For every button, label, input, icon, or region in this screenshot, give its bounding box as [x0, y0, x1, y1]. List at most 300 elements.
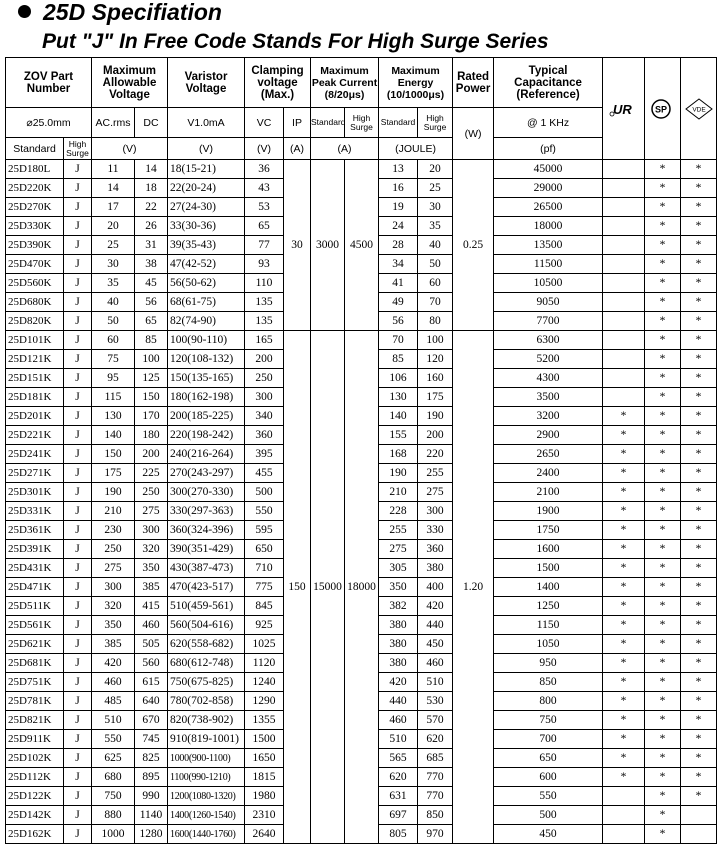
part-number: 25D471K: [6, 578, 64, 597]
ur-approval: [603, 198, 645, 217]
ur-approval: *: [603, 654, 645, 673]
varistor-value: 39(35-43): [168, 236, 245, 255]
header-ip-unit: (A): [284, 138, 311, 160]
varistor-value: 33(30-36): [168, 217, 245, 236]
high-surge-code: J: [64, 179, 92, 198]
vde-approval: *: [681, 768, 717, 787]
csa-approval: *: [645, 597, 681, 616]
ac-rms-value: 11: [92, 160, 135, 179]
energy-standard-value: 228: [379, 502, 418, 521]
part-number: 25D511K: [6, 597, 64, 616]
ur-approval: [603, 236, 645, 255]
varistor-value: 220(198-242): [168, 426, 245, 445]
vde-approval: *: [681, 540, 717, 559]
ur-approval: *: [603, 768, 645, 787]
energy-high-value: 275: [418, 483, 453, 502]
energy-standard-value: 70: [379, 331, 418, 350]
energy-standard-value: 106: [379, 369, 418, 388]
vde-approval: *: [681, 407, 717, 426]
energy-standard-value: 510: [379, 730, 418, 749]
capacitance-value: 1050: [494, 635, 603, 654]
part-number: 25D821K: [6, 711, 64, 730]
dc-value: 85: [135, 331, 168, 350]
varistor-value: 360(324-396): [168, 521, 245, 540]
vc-value: 360: [245, 426, 284, 445]
capacitance-value: 7700: [494, 312, 603, 331]
capacitance-value: 550: [494, 787, 603, 806]
energy-high-value: 510: [418, 673, 453, 692]
capacitance-value: 1500: [494, 559, 603, 578]
varistor-value: 390(351-429): [168, 540, 245, 559]
part-number: 25D151K: [6, 369, 64, 388]
energy-standard-value: 805: [379, 825, 418, 844]
capacitance-value: 800: [494, 692, 603, 711]
vc-value: 135: [245, 312, 284, 331]
vc-value: 43: [245, 179, 284, 198]
varistor-value: 47(42-52): [168, 255, 245, 274]
varistor-value: 750(675-825): [168, 673, 245, 692]
vde-approval: *: [681, 274, 717, 293]
high-surge-code: J: [64, 749, 92, 768]
part-number: 25D470K: [6, 255, 64, 274]
varistor-value: 56(50-62): [168, 274, 245, 293]
capacitance-value: 45000: [494, 160, 603, 179]
high-surge-code: J: [64, 597, 92, 616]
ac-rms-value: 550: [92, 730, 135, 749]
ur-approval: [603, 274, 645, 293]
vde-approval: *: [681, 350, 717, 369]
vde-mark-text: VDE: [691, 106, 706, 113]
ac-rms-value: 150: [92, 445, 135, 464]
csa-approval: *: [645, 217, 681, 236]
high-surge-code: J: [64, 198, 92, 217]
ur-approval: *: [603, 730, 645, 749]
energy-standard-value: 255: [379, 521, 418, 540]
csa-approval: *: [645, 768, 681, 787]
high-surge-code: J: [64, 255, 92, 274]
vde-approval: *: [681, 749, 717, 768]
high-surge-code: J: [64, 540, 92, 559]
header-peak-standard: Standard: [311, 108, 345, 138]
part-number: 25D142K: [6, 806, 64, 825]
dc-value: 31: [135, 236, 168, 255]
header-energy-high: High Surge: [418, 108, 453, 138]
vc-value: 36: [245, 160, 284, 179]
part-number: 25D271K: [6, 464, 64, 483]
vc-value: 65: [245, 217, 284, 236]
varistor-value: 820(738-902): [168, 711, 245, 730]
ur-approval: *: [603, 540, 645, 559]
high-surge-code: J: [64, 768, 92, 787]
energy-high-value: 850: [418, 806, 453, 825]
vc-value: 500: [245, 483, 284, 502]
energy-high-value: 450: [418, 635, 453, 654]
header-vc: VC: [245, 108, 284, 138]
energy-high-value: 400: [418, 578, 453, 597]
ur-approval: *: [603, 616, 645, 635]
varistor-value: 68(61-75): [168, 293, 245, 312]
header-varistor: Varistor Voltage: [168, 58, 245, 108]
part-number: 25D751K: [6, 673, 64, 692]
vc-value: 1500: [245, 730, 284, 749]
energy-standard-value: 380: [379, 616, 418, 635]
varistor-value: 120(108-132): [168, 350, 245, 369]
energy-high-value: 360: [418, 540, 453, 559]
csa-approval: *: [645, 635, 681, 654]
ac-rms-value: 115: [92, 388, 135, 407]
capacitance-value: 750: [494, 711, 603, 730]
vde-approval: *: [681, 236, 717, 255]
vde-approval: *: [681, 521, 717, 540]
ur-approval: *: [603, 464, 645, 483]
vde-approval: *: [681, 160, 717, 179]
ac-rms-value: 485: [92, 692, 135, 711]
part-number: 25D220K: [6, 179, 64, 198]
capacitance-value: 5200: [494, 350, 603, 369]
dc-value: 1140: [135, 806, 168, 825]
header-energy-unit: (JOULE): [379, 138, 453, 160]
part-number: 25D680K: [6, 293, 64, 312]
ur-approval: [603, 388, 645, 407]
csa-approval: *: [645, 312, 681, 331]
header-ur: [603, 58, 645, 160]
energy-high-value: 40: [418, 236, 453, 255]
dc-value: 14: [135, 160, 168, 179]
dc-value: 385: [135, 578, 168, 597]
energy-standard-value: 41: [379, 274, 418, 293]
ac-rms-value: 75: [92, 350, 135, 369]
ac-rms-value: 625: [92, 749, 135, 768]
ac-rms-value: 30: [92, 255, 135, 274]
table-header: [6, 58, 717, 160]
capacitance-value: 29000: [494, 179, 603, 198]
csa-approval: *: [645, 369, 681, 388]
header-ip: IP: [284, 108, 311, 138]
high-surge-code: J: [64, 654, 92, 673]
capacitance-value: 450: [494, 825, 603, 844]
capacitance-value: 13500: [494, 236, 603, 255]
dc-value: 505: [135, 635, 168, 654]
capacitance-value: 26500: [494, 198, 603, 217]
vde-approval: *: [681, 559, 717, 578]
energy-standard-value: 13: [379, 160, 418, 179]
ur-approval: *: [603, 711, 645, 730]
csa-approval: *: [645, 616, 681, 635]
csa-approval: *: [645, 293, 681, 312]
table-row: [6, 160, 717, 179]
energy-standard-value: 24: [379, 217, 418, 236]
page-title: [18, 0, 222, 26]
part-number: 25D162K: [6, 825, 64, 844]
energy-standard-value: 130: [379, 388, 418, 407]
csa-approval: *: [645, 426, 681, 445]
vde-approval: *: [681, 483, 717, 502]
energy-standard-value: 168: [379, 445, 418, 464]
ur-approval: [603, 350, 645, 369]
rated-power-value: 0.25: [453, 160, 494, 331]
table-row: [6, 331, 717, 350]
high-surge-code: J: [64, 160, 92, 179]
csa-approval: *: [645, 255, 681, 274]
energy-high-value: 770: [418, 768, 453, 787]
part-number: 25D112K: [6, 768, 64, 787]
capacitance-value: 600: [494, 768, 603, 787]
ur-approval: [603, 179, 645, 198]
energy-high-value: 20: [418, 160, 453, 179]
vde-approval: *: [681, 255, 717, 274]
ac-rms-value: 420: [92, 654, 135, 673]
csa-approval: *: [645, 331, 681, 350]
ac-rms-value: 95: [92, 369, 135, 388]
varistor-value: 330(297-363): [168, 502, 245, 521]
header-varistor-unit: (V): [168, 138, 245, 160]
capacitance-value: 3500: [494, 388, 603, 407]
ur-approval: [603, 293, 645, 312]
energy-high-value: 200: [418, 426, 453, 445]
header-cap-unit: (pf): [494, 138, 603, 160]
varistor-value: 18(15-21): [168, 160, 245, 179]
capacitance-value: 18000: [494, 217, 603, 236]
vde-approval: *: [681, 179, 717, 198]
capacitance-value: 650: [494, 749, 603, 768]
vc-value: 200: [245, 350, 284, 369]
ac-rms-value: 140: [92, 426, 135, 445]
dc-value: 225: [135, 464, 168, 483]
vc-value: 775: [245, 578, 284, 597]
vde-approval: *: [681, 502, 717, 521]
energy-high-value: 100: [418, 331, 453, 350]
vc-value: 395: [245, 445, 284, 464]
title-text: 25D Specifiation: [43, 0, 222, 25]
capacitance-value: 11500: [494, 255, 603, 274]
dc-value: 65: [135, 312, 168, 331]
dc-value: 200: [135, 445, 168, 464]
vc-value: 1355: [245, 711, 284, 730]
vc-value: 710: [245, 559, 284, 578]
varistor-value: 910(819-1001): [168, 730, 245, 749]
ur-mark-text: UR: [612, 101, 632, 117]
capacitance-value: 9050: [494, 293, 603, 312]
ac-rms-value: 17: [92, 198, 135, 217]
vc-value: 53: [245, 198, 284, 217]
ac-rms-value: 35: [92, 274, 135, 293]
capacitance-value: 950: [494, 654, 603, 673]
vde-approval: [681, 806, 717, 825]
part-number: 25D122K: [6, 787, 64, 806]
csa-mark-icon: [648, 98, 678, 120]
vc-value: 1290: [245, 692, 284, 711]
part-number: 25D181K: [6, 388, 64, 407]
ac-rms-value: 130: [92, 407, 135, 426]
ur-approval: *: [603, 426, 645, 445]
energy-standard-value: 49: [379, 293, 418, 312]
dc-value: 250: [135, 483, 168, 502]
high-surge-code: J: [64, 350, 92, 369]
ac-rms-value: 385: [92, 635, 135, 654]
high-surge-code: J: [64, 236, 92, 255]
header-rated-unit: (W): [453, 108, 494, 160]
dc-value: 825: [135, 749, 168, 768]
high-surge-code: J: [64, 825, 92, 844]
header-energy-standard: Standard: [379, 108, 418, 138]
ur-approval: *: [603, 559, 645, 578]
varistor-value: 82(74-90): [168, 312, 245, 331]
vc-value: 1025: [245, 635, 284, 654]
energy-standard-value: 34: [379, 255, 418, 274]
vc-value: 77: [245, 236, 284, 255]
ur-approval: *: [603, 597, 645, 616]
varistor-value: 1200(1080-1320): [168, 787, 245, 806]
part-number: 25D330K: [6, 217, 64, 236]
energy-high-value: 330: [418, 521, 453, 540]
varistor-value: 1400(1260-1540): [168, 806, 245, 825]
ur-approval: [603, 787, 645, 806]
csa-approval: *: [645, 654, 681, 673]
ac-rms-value: 350: [92, 616, 135, 635]
ac-rms-value: 510: [92, 711, 135, 730]
csa-approval: *: [645, 578, 681, 597]
vde-approval: *: [681, 369, 717, 388]
ac-rms-value: 40: [92, 293, 135, 312]
energy-standard-value: 460: [379, 711, 418, 730]
capacitance-value: 1750: [494, 521, 603, 540]
vde-approval: *: [681, 787, 717, 806]
csa-approval: *: [645, 559, 681, 578]
energy-high-value: 380: [418, 559, 453, 578]
varistor-value: 560(504-616): [168, 616, 245, 635]
vde-mark-icon: [685, 98, 713, 120]
high-surge-code: J: [64, 388, 92, 407]
varistor-value: 22(20-24): [168, 179, 245, 198]
vc-value: 1980: [245, 787, 284, 806]
capacitance-value: 500: [494, 806, 603, 825]
dc-value: 56: [135, 293, 168, 312]
varistor-value: 240(216-264): [168, 445, 245, 464]
part-number: 25D911K: [6, 730, 64, 749]
dc-value: 670: [135, 711, 168, 730]
ur-approval: *: [603, 635, 645, 654]
high-surge-code: J: [64, 274, 92, 293]
high-surge-code: J: [64, 445, 92, 464]
varistor-value: 680(612-748): [168, 654, 245, 673]
energy-high-value: 570: [418, 711, 453, 730]
energy-standard-value: 28: [379, 236, 418, 255]
part-number: 25D431K: [6, 559, 64, 578]
varistor-value: 510(459-561): [168, 597, 245, 616]
vc-value: 300: [245, 388, 284, 407]
vde-approval: *: [681, 692, 717, 711]
vde-approval: *: [681, 654, 717, 673]
vde-approval: *: [681, 388, 717, 407]
energy-high-value: 685: [418, 749, 453, 768]
ur-mark-icon: [609, 100, 639, 118]
csa-approval: *: [645, 236, 681, 255]
energy-standard-value: 140: [379, 407, 418, 426]
csa-approval: *: [645, 806, 681, 825]
energy-high-value: 50: [418, 255, 453, 274]
energy-high-value: 25: [418, 179, 453, 198]
csa-approval: *: [645, 673, 681, 692]
part-number: 25D361K: [6, 521, 64, 540]
ac-rms-value: 680: [92, 768, 135, 787]
high-surge-code: J: [64, 483, 92, 502]
varistor-value: 1600(1440-1760): [168, 825, 245, 844]
ur-approval: [603, 369, 645, 388]
varistor-value: 150(135-165): [168, 369, 245, 388]
capacitance-value: 2650: [494, 445, 603, 464]
capacitance-value: 1600: [494, 540, 603, 559]
ip-value: 30: [284, 160, 311, 331]
energy-standard-value: 420: [379, 673, 418, 692]
dc-value: 990: [135, 787, 168, 806]
high-surge-code: J: [64, 616, 92, 635]
dc-value: 560: [135, 654, 168, 673]
part-number: 25D301K: [6, 483, 64, 502]
energy-standard-value: 697: [379, 806, 418, 825]
vde-approval: *: [681, 293, 717, 312]
energy-standard-value: 350: [379, 578, 418, 597]
vde-approval: *: [681, 578, 717, 597]
vde-approval: *: [681, 711, 717, 730]
ur-approval: [603, 312, 645, 331]
peak-high-value: 18000: [345, 331, 379, 844]
ur-approval: [603, 806, 645, 825]
header-vc-unit: (V): [245, 138, 284, 160]
ac-rms-value: 300: [92, 578, 135, 597]
dc-value: 275: [135, 502, 168, 521]
energy-standard-value: 565: [379, 749, 418, 768]
header-dc: DC: [135, 108, 168, 138]
dc-value: 300: [135, 521, 168, 540]
vc-value: 135: [245, 293, 284, 312]
dc-value: 170: [135, 407, 168, 426]
header-diameter: ⌀25.0mm: [6, 108, 92, 138]
energy-high-value: 160: [418, 369, 453, 388]
ac-rms-value: 14: [92, 179, 135, 198]
header-zov: ZOV Part Number: [6, 58, 92, 108]
vc-value: 2310: [245, 806, 284, 825]
part-number: 25D621K: [6, 635, 64, 654]
ur-approval: *: [603, 407, 645, 426]
high-surge-code: J: [64, 635, 92, 654]
energy-high-value: 420: [418, 597, 453, 616]
vc-value: 1120: [245, 654, 284, 673]
energy-standard-value: 85: [379, 350, 418, 369]
high-surge-code: J: [64, 787, 92, 806]
ip-value: 150: [284, 331, 311, 844]
dc-value: 615: [135, 673, 168, 692]
high-surge-code: J: [64, 730, 92, 749]
ur-approval: *: [603, 673, 645, 692]
varistor-value: 300(270-330): [168, 483, 245, 502]
part-number: 25D121K: [6, 350, 64, 369]
bullet-icon: [18, 5, 31, 18]
csa-approval: *: [645, 692, 681, 711]
header-rated: Rated Power: [453, 58, 494, 108]
varistor-value: 780(702-858): [168, 692, 245, 711]
vde-approval: *: [681, 616, 717, 635]
peak-standard-value: 3000: [311, 160, 345, 331]
header-peak-unit: (A): [311, 138, 379, 160]
dc-value: 320: [135, 540, 168, 559]
ur-approval: *: [603, 692, 645, 711]
vc-value: 165: [245, 331, 284, 350]
ac-rms-value: 210: [92, 502, 135, 521]
capacitance-value: 1250: [494, 597, 603, 616]
ac-rms-value: 250: [92, 540, 135, 559]
vde-approval: *: [681, 464, 717, 483]
energy-standard-value: 275: [379, 540, 418, 559]
